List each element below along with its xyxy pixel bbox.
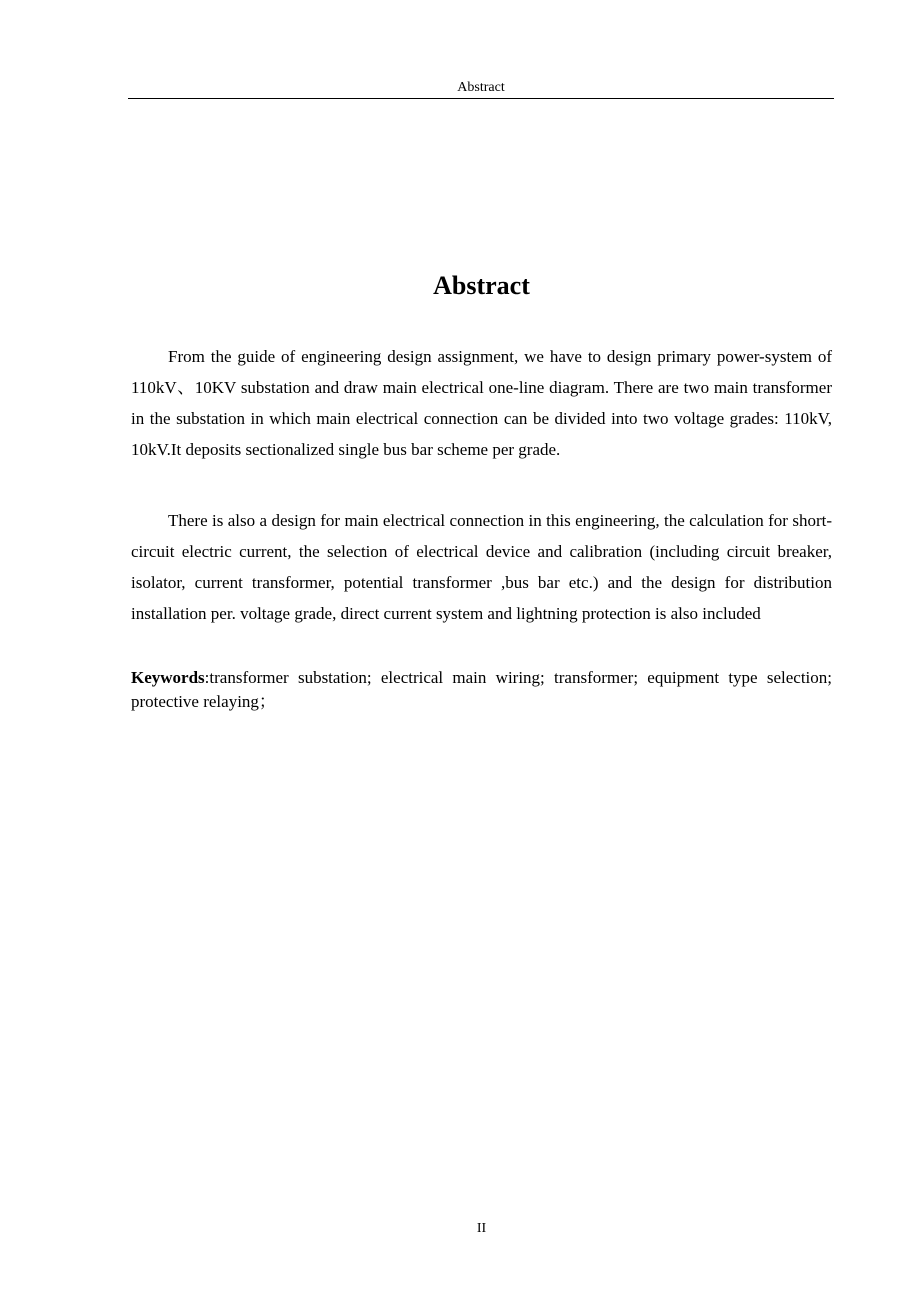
abstract-paragraph-1: From the guide of engineering design assignment, we have to design primary power-system of 110kV、10KV substation and draw main electrical one-line diagram. There are two main transformer in the substation in which main electrical connection can be divided into two voltage grades: 110kV, 10kV.It deposits sectionalized single bus bar scheme per grade. xyxy=(131,347,832,459)
keywords-text: :transformer substation; electrical main wiring; transformer; equipment type selection; protective relaying； xyxy=(131,668,832,711)
abstract-paragraph-2: There is also a design for main electrical connection in this engineering, the calculation for short-circuit electric current, the selection of electrical device and calibration (including circuit breaker, isolator, current transformer, potential transformer ,bus bar etc.) and the design for distribution installation per. voltage grade, direct current system and lightning protection is also included xyxy=(131,511,832,623)
keywords-line xyxy=(131,666,832,714)
page-title: Abstract xyxy=(433,271,530,300)
running-header: Abstract xyxy=(457,80,505,95)
page-number: II xyxy=(476,1221,487,1236)
header-divider xyxy=(128,98,834,99)
keywords-label: Keywords xyxy=(131,668,205,687)
